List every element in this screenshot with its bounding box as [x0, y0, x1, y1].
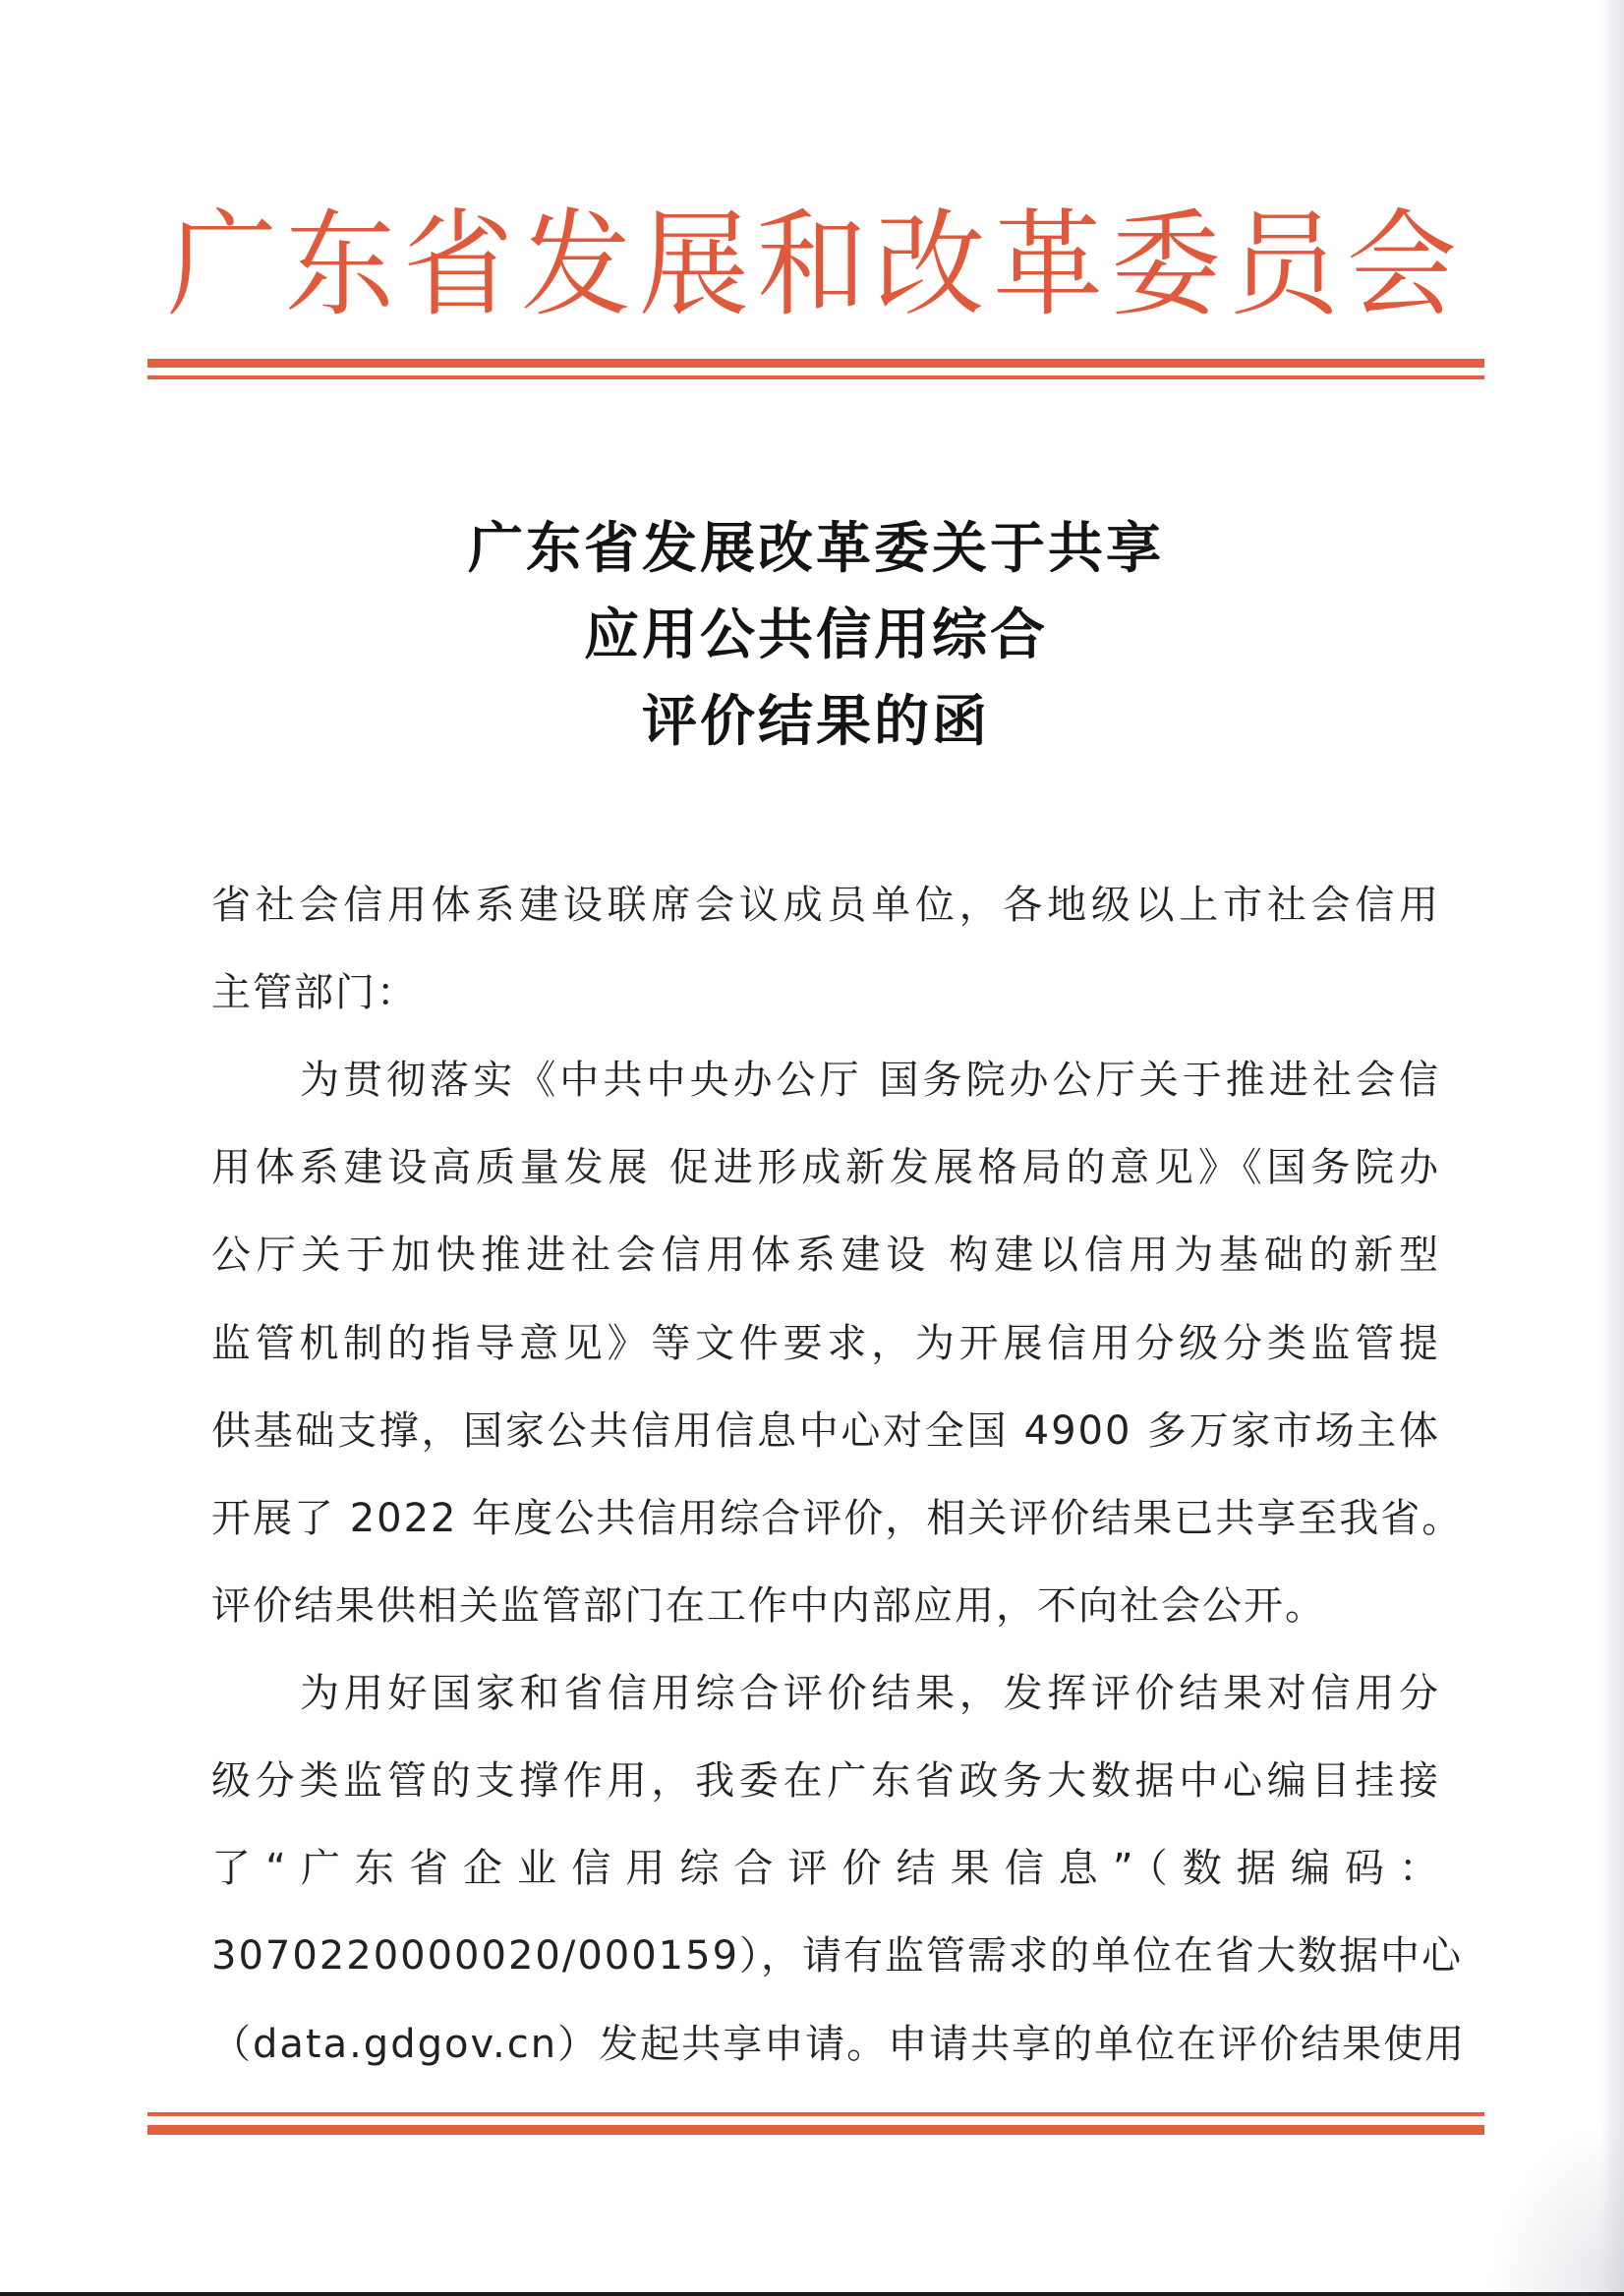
- paragraph-1-line-1: 为贯彻落实《中共中央办公厅 国务院办公厅关于推进社会信: [300, 1058, 1440, 1103]
- title-line-1: 广东省发展改革委关于共享: [468, 516, 1164, 581]
- scan-bottom-edge: [0, 2292, 1624, 2296]
- scan-corner-shadow: [1486, 2119, 1624, 2296]
- paragraph-1-line-4: 监管机制的指导意见》等文件要求，为开展信用分级分类监管提: [211, 1321, 1440, 1366]
- paragraph-1-line-3: 公厅关于加快推进社会信用体系建设 构建以信用为基础的新型: [211, 1233, 1440, 1278]
- paragraph-2-line-4: 3070220000020/000159），请有监管需求的单位在省大数据中心: [211, 1933, 1464, 1979]
- scan-edge-shadow: [1600, 0, 1624, 2296]
- paragraph-2-line-1: 为用好国家和省信用综合评价结果，发挥评价结果对信用分: [300, 1671, 1440, 1716]
- paragraph-2-line-3: 了“广东省企业信用综合评价结果信息”（数据编码：: [211, 1846, 1440, 1891]
- paragraph-1-line-5: 供基础支撑，国家公共信用信息中心对全国 4900 多万家市场主体: [211, 1408, 1440, 1454]
- paragraph-1-line-2: 用体系建设高质量发展 促进形成新发展格局的意见》《国务院办: [211, 1145, 1440, 1190]
- paragraph-1-line-7: 评价结果供相关监管部门在工作中内部应用，不向社会公开。: [211, 1583, 1326, 1629]
- salutation-line-2: 主管部门：: [211, 970, 418, 1015]
- masthead-org-name: 广东省发展和改革委员会: [167, 198, 1465, 333]
- paragraph-2-line-2: 级分类监管的支撑作用，我委在广东省政务大数据中心编目挂接: [211, 1758, 1440, 1804]
- paragraph-2-line-5: （data.gdgov.cn）发起共享申请。申请共享的单位在评价结果使用: [211, 2022, 1467, 2067]
- masthead-rule-thin: [147, 375, 1484, 379]
- title-line-2: 应用公共信用综合: [584, 603, 1048, 667]
- paragraph-1-line-6: 开展了 2022 年度公共信用综合评价，相关评价结果已共享至我省。: [211, 1496, 1464, 1541]
- footer-rule-thick: [147, 2125, 1484, 2135]
- masthead-rule-thick: [147, 359, 1484, 368]
- title-line-3: 评价结果的函: [642, 689, 990, 754]
- salutation-line-1: 省社会信用体系建设联席会议成员单位，各地级以上市社会信用: [211, 883, 1440, 928]
- footer-rule-thin: [147, 2112, 1484, 2116]
